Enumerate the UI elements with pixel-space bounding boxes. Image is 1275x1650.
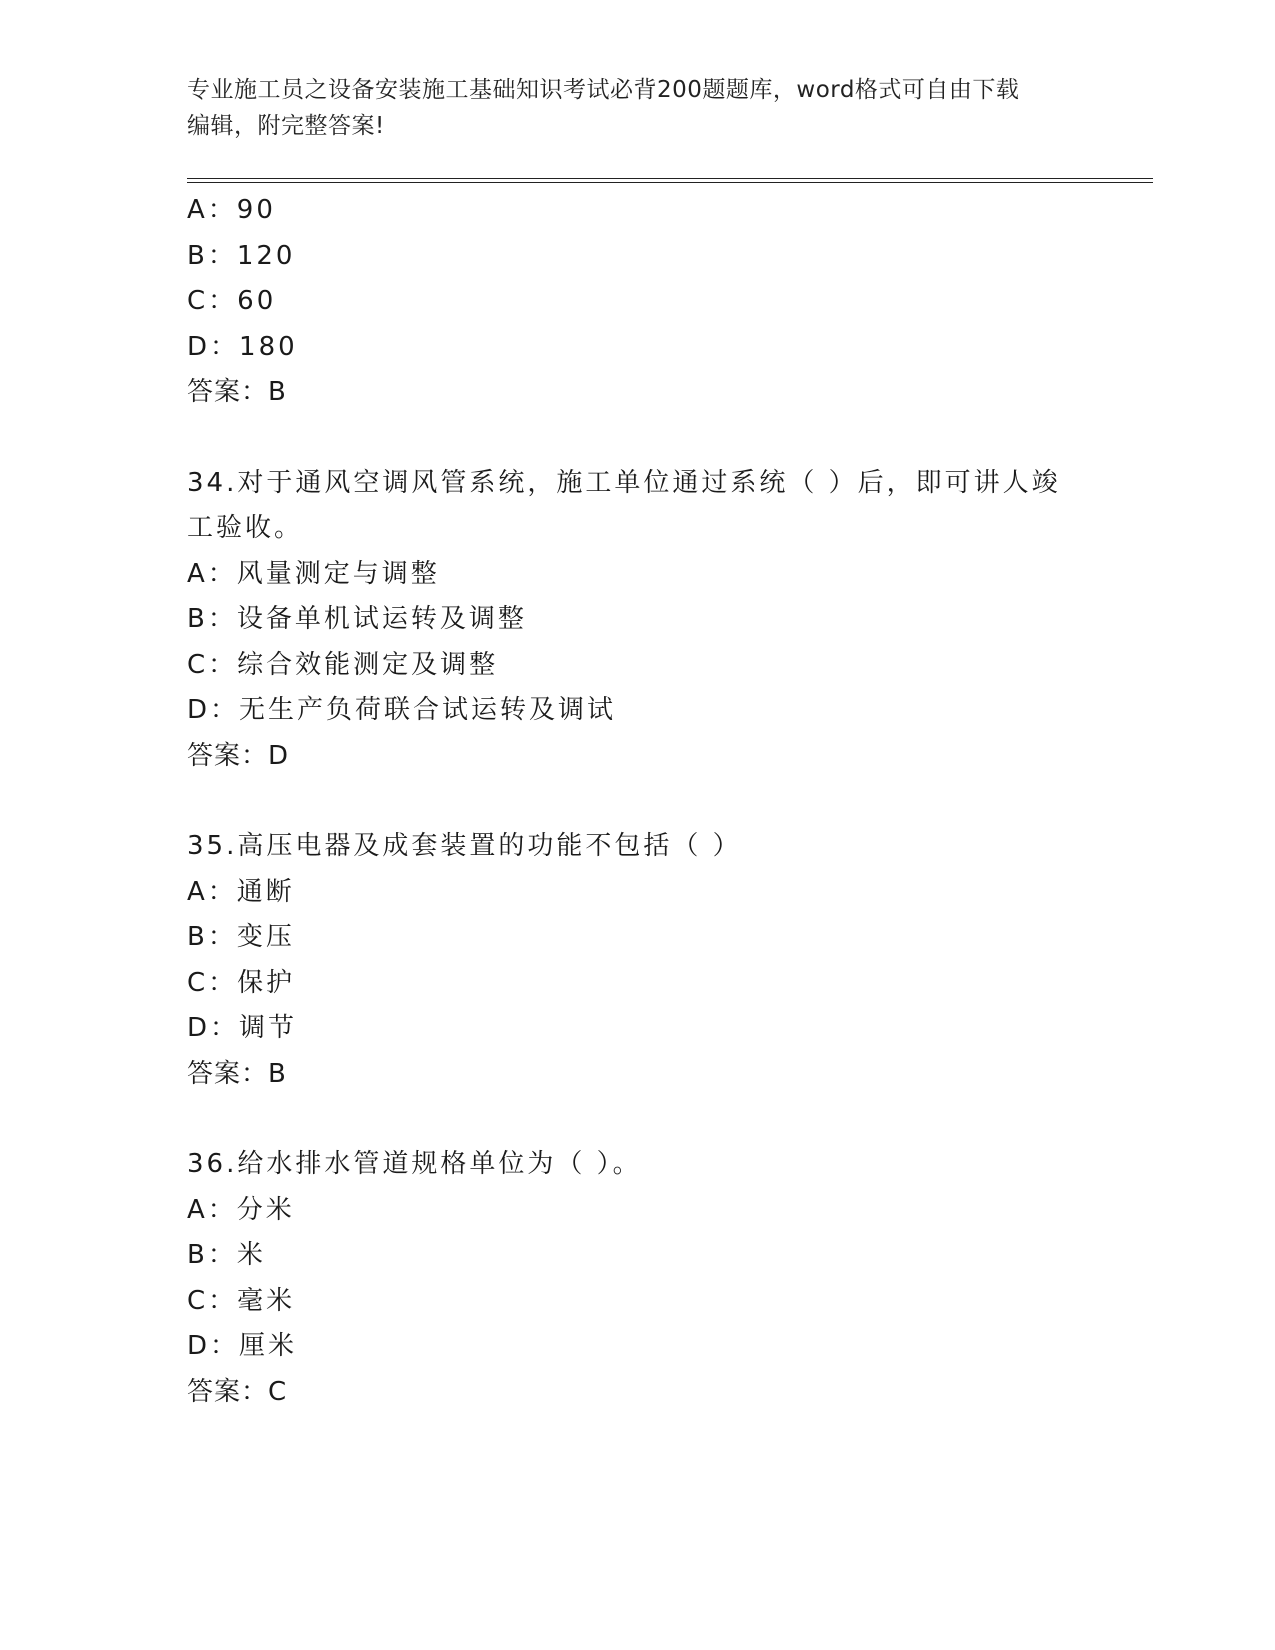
question-stem-line-2: 工验收。 bbox=[187, 513, 304, 543]
question-36 bbox=[187, 1142, 1087, 1415]
header-title-line-1: 专业施工员之设备安装施工基础知识考试必背200题题库，word格式可自由下载 bbox=[187, 77, 1020, 103]
question-stem-line-1: 36.给水排水管道规格单位为（ ）。 bbox=[187, 1149, 642, 1179]
answer: 答案：B bbox=[187, 377, 287, 407]
question-list bbox=[187, 188, 1087, 1415]
question-34 bbox=[187, 461, 1087, 780]
question-stem-line-1: 35.高压电器及成套装置的功能不包括（ ） bbox=[187, 831, 742, 861]
document-header bbox=[187, 72, 1067, 144]
option-d: D：调节 bbox=[187, 1013, 298, 1043]
question-33 bbox=[187, 188, 1087, 416]
option-c: C：毫米 bbox=[187, 1285, 296, 1316]
answer: 答案：C bbox=[187, 1376, 288, 1407]
header-title-line-2: 编辑，附完整答案! bbox=[187, 113, 385, 139]
option-c: C：综合效能测定及调整 bbox=[187, 649, 499, 680]
option-a: A：90 bbox=[187, 195, 276, 225]
question-stem-line-1: 34.对于通风空调风管系统，施工单位通过系统（ ）后，即可讲人竣 bbox=[187, 467, 1061, 498]
option-b: B：变压 bbox=[187, 922, 295, 952]
header-divider-bottom bbox=[187, 182, 1153, 183]
option-d: D：无生产负荷联合试运转及调试 bbox=[187, 695, 617, 725]
answer: 答案：D bbox=[187, 740, 290, 771]
option-b: B：米 bbox=[187, 1240, 266, 1270]
question-35 bbox=[187, 824, 1087, 1097]
option-b: B：设备单机试运转及调整 bbox=[187, 604, 527, 634]
header-divider-top bbox=[187, 178, 1153, 179]
option-a: A：通断 bbox=[187, 876, 295, 907]
option-a: A：分米 bbox=[187, 1194, 295, 1225]
option-d: D：180 bbox=[187, 331, 298, 362]
option-b: B：120 bbox=[187, 240, 296, 271]
option-c: C：保护 bbox=[187, 967, 296, 998]
option-c: C：60 bbox=[187, 286, 277, 316]
answer: 答案：B bbox=[187, 1058, 287, 1089]
option-d: D：厘米 bbox=[187, 1331, 298, 1361]
option-a: A：风量测定与调整 bbox=[187, 558, 440, 589]
